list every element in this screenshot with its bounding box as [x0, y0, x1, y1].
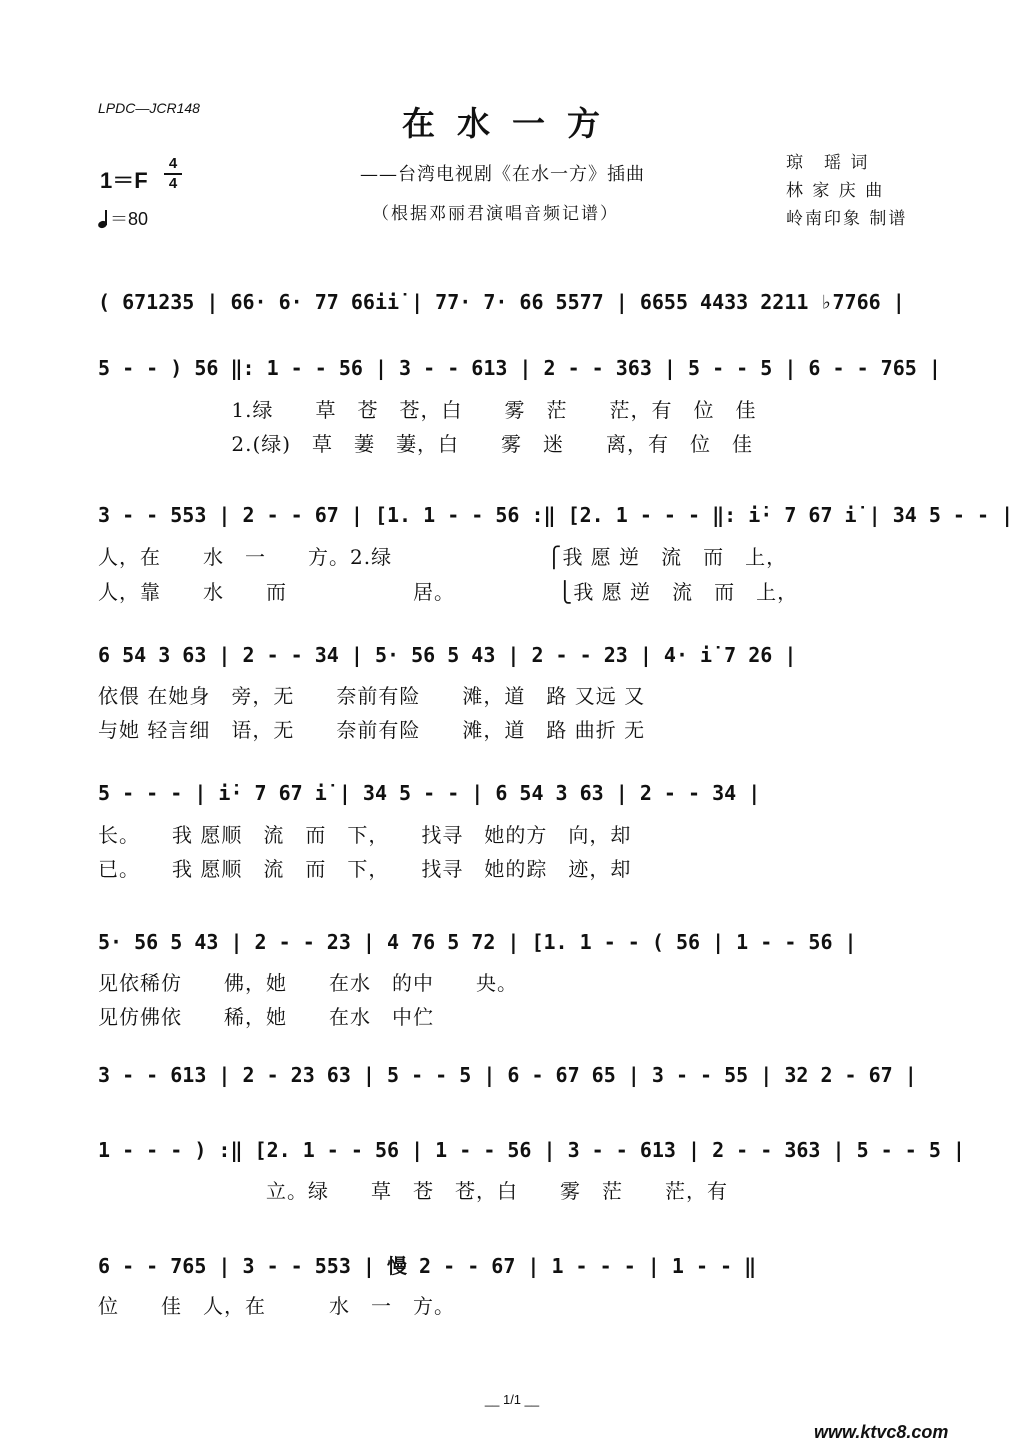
lyric-line-9a: 位 佳 人，在 水 一 方。 [98, 1294, 455, 1318]
credit-transcriber: 岭南印象 制谱 [786, 209, 908, 229]
notation-line-4: 6 54 3 63 | 2 - - 34 | 5· 56 5 43 | 2 - - 23 | 4· i̇ 7 26 | [98, 643, 797, 667]
notation-line-2: 5 - - ) 56 ‖: 1 - - 56 | 3 - - 613 | 2 - - 363 | 5 - - 5 | 6 - - 765 | [98, 356, 941, 380]
lyric-line-6a: 见依稀仿 佛，她 在水 的中 央。 [98, 971, 518, 995]
notation-line-6: 5· 56 5 43 | 2 - - 23 | 4 76 5 72 | [1. 1 - - ( 56 | 1 - - 56 | [98, 930, 857, 954]
lyric-line-4a: 依偎 在她身 旁，无 奈前有险 滩，道 路 又远 又 [98, 684, 646, 708]
time-signature [164, 156, 182, 192]
source-note: （根据邓丽君演唱音频记谱） [372, 204, 619, 224]
time-sig-bottom: 4 [168, 175, 178, 192]
notation-line-3: 3 - - 553 | 2 - - 67 | [1. 1 - - 56 :‖ [2. 1 - - - ‖: i̇· 7 67 i̇ | 34 5 - - | [98, 503, 1014, 527]
lyric-line-2a: 1.绿 草 苍 苍，白 雾 茫 茫，有 位 佳 [98, 398, 757, 422]
notation-line-5: 5 - - - | i̇· 7 67 i̇ | 34 5 - - | 6 54 3 63 | 2 - - 34 | [98, 781, 761, 805]
tempo-marking [98, 205, 148, 231]
watermark: www.ktvc8.com [814, 1422, 949, 1442]
notation-line-8: 1 - - - ) :‖ [2. 1 - - 56 | 1 - - 56 | 3 - - 613 | 2 - - 363 | 5 - - 5 | [98, 1138, 965, 1162]
lyric-line-6b: 见仿佛依 稀，她 在水 中伫 [98, 1005, 434, 1029]
credit-composer: 林 家 庆 曲 [786, 181, 885, 201]
page-number: __ 1/1 __ [484, 1392, 540, 1407]
lyric-line-5a: 长。 我 愿顺 流 而 下， 找寻 她的方 向，却 [98, 823, 632, 847]
quarter-note-icon [98, 210, 108, 228]
lyric-line-3a: 人，在 水 一 方。2.绿 ⎧我 愿 逆 流 而 上， [98, 545, 788, 569]
notation-line-1: ( 671235 | 66· 6· 77 66i̇i̇ | 77· 7· 66 5577 | 6655 4433 2211 ♭7766 | [98, 290, 905, 314]
credit-lyricist: 琼 瑶 词 [786, 153, 870, 173]
key-signature: 1＝F [100, 168, 148, 193]
notation-line-9: 6 - - 765 | 3 - - 553 | 慢 2 - - 67 | 1 - - - | 1 - - ‖ [98, 1254, 757, 1278]
notation-line-7: 3 - - 613 | 2 - 23 63 | 5 - - 5 | 6 - 67 65 | 3 - - 55 | 32 2 - 67 | [98, 1063, 917, 1087]
subtitle: ——台湾电视剧《在水一方》插曲 [360, 164, 645, 185]
time-sig-top: 4 [168, 155, 178, 172]
lyric-line-4b: 与她 轻言细 语，无 奈前有险 滩，道 路 曲折 无 [98, 718, 646, 742]
lyric-line-5b: 已。 我 愿顺 流 而 下， 找寻 她的踪 迹，却 [98, 857, 632, 881]
song-title: 在水一方 [402, 104, 622, 143]
lyric-line-8a: 立。绿 草 苍 苍，白 雾 茫 茫，有 [98, 1179, 728, 1203]
score-code: LPDC—JCR148 [98, 100, 200, 116]
lyric-line-3b: 人，靠 水 而 居。 ⎩我 愿 逆 流 而 上， [98, 580, 799, 604]
lyric-line-2b: 2.(绿) 草 萋 萋，白 雾 迷 离，有 位 佳 [98, 432, 754, 456]
tempo-value: ＝80 [110, 209, 149, 229]
